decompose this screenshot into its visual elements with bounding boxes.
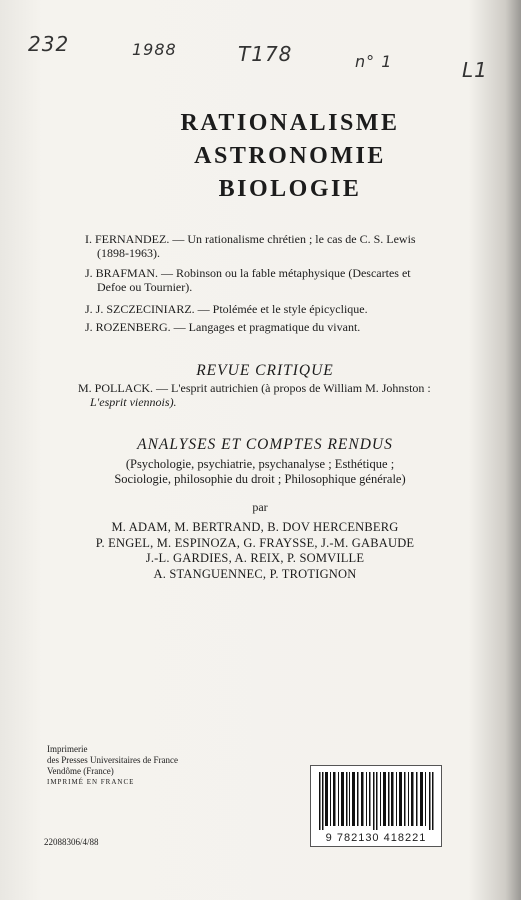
title-line-2: ASTRONOMIE	[194, 143, 386, 169]
contributors-line-3: J.-L. GARDIES, A. REIX, P. SOMVILLE	[145, 551, 365, 565]
revue-critique-heading: REVUE CRITIQUE	[196, 362, 334, 379]
isbn-number: 9 782130 418221	[325, 832, 427, 844]
revue-line-2: L'esprit viennois).	[90, 395, 177, 409]
title-line-1: RATIONALISME	[180, 110, 400, 136]
imprint-line-4: IMPRIMÉ EN FRANCE	[47, 778, 135, 786]
title-line-3: BIOLOGIE	[218, 176, 362, 202]
par-label: par	[252, 500, 268, 514]
contributors-line-2: P. ENGEL, M. ESPINOZA, G. FRAYSSE, J.-M. GABAUDE	[95, 535, 415, 550]
contributors-list	[80, 520, 430, 582]
revue-line-1: M. POLLACK. — L'esprit autrichien (à propos de William M. Johnston :	[78, 381, 431, 395]
revue-critique-entry	[78, 381, 478, 409]
analyses-subjects-line-2: Sociologie, philosophie du droit ; Philosophique générale)	[114, 472, 406, 486]
contributors-line-1: M. ADAM, M. BERTRAND, B. DOV HERCENBERG	[111, 520, 399, 534]
print-code: 22088306/4/88	[44, 837, 99, 847]
isbn-barcode	[310, 765, 442, 847]
article-1-line-1: I. FERNANDEZ. — Un rationalisme chrétien ; le cas de C. S. Lewis	[85, 232, 416, 246]
imprint-line-1: Imprimerie	[47, 744, 88, 754]
barcode-bars	[317, 772, 435, 830]
article-3	[85, 302, 475, 316]
imprint-block	[47, 744, 178, 788]
handwritten-issue-number: n° 1	[355, 52, 393, 71]
article-2-line-2: Defoe ou Tournier).	[97, 280, 193, 294]
article-1-line-2: (1898-1963).	[97, 246, 160, 260]
handwritten-number: 232	[28, 32, 70, 56]
analyses-subjects	[60, 457, 460, 487]
handwritten-year: 1988	[132, 40, 177, 59]
article-4	[85, 320, 475, 334]
analyses-heading: ANALYSES ET COMPTES RENDUS	[137, 436, 393, 453]
article-4-line-1: J. ROZENBERG. — Langages et pragmatique du vivant.	[85, 320, 361, 334]
handwritten-shelfmark: T178	[238, 42, 293, 66]
article-2-line-1: J. BRAFMAN. — Robinson ou la fable métaphysique (Descartes et	[85, 266, 411, 280]
imprint-line-3: Vendôme (France)	[47, 766, 114, 776]
analyses-subjects-line-1: (Psychologie, psychiatrie, psychanalyse ; Esthétique ;	[125, 457, 395, 471]
article-1	[85, 232, 475, 260]
imprint-line-2: des Presses Universitaires de France	[47, 755, 178, 765]
contributors-line-4: A. STANGUENNEC, P. TROTIGNON	[153, 566, 357, 581]
handwritten-volume: L1	[462, 58, 488, 82]
article-3-line-1: J. J. SZCZECINIARZ. — Ptolémée et le style épicyclique.	[85, 302, 368, 316]
article-2	[85, 266, 475, 294]
